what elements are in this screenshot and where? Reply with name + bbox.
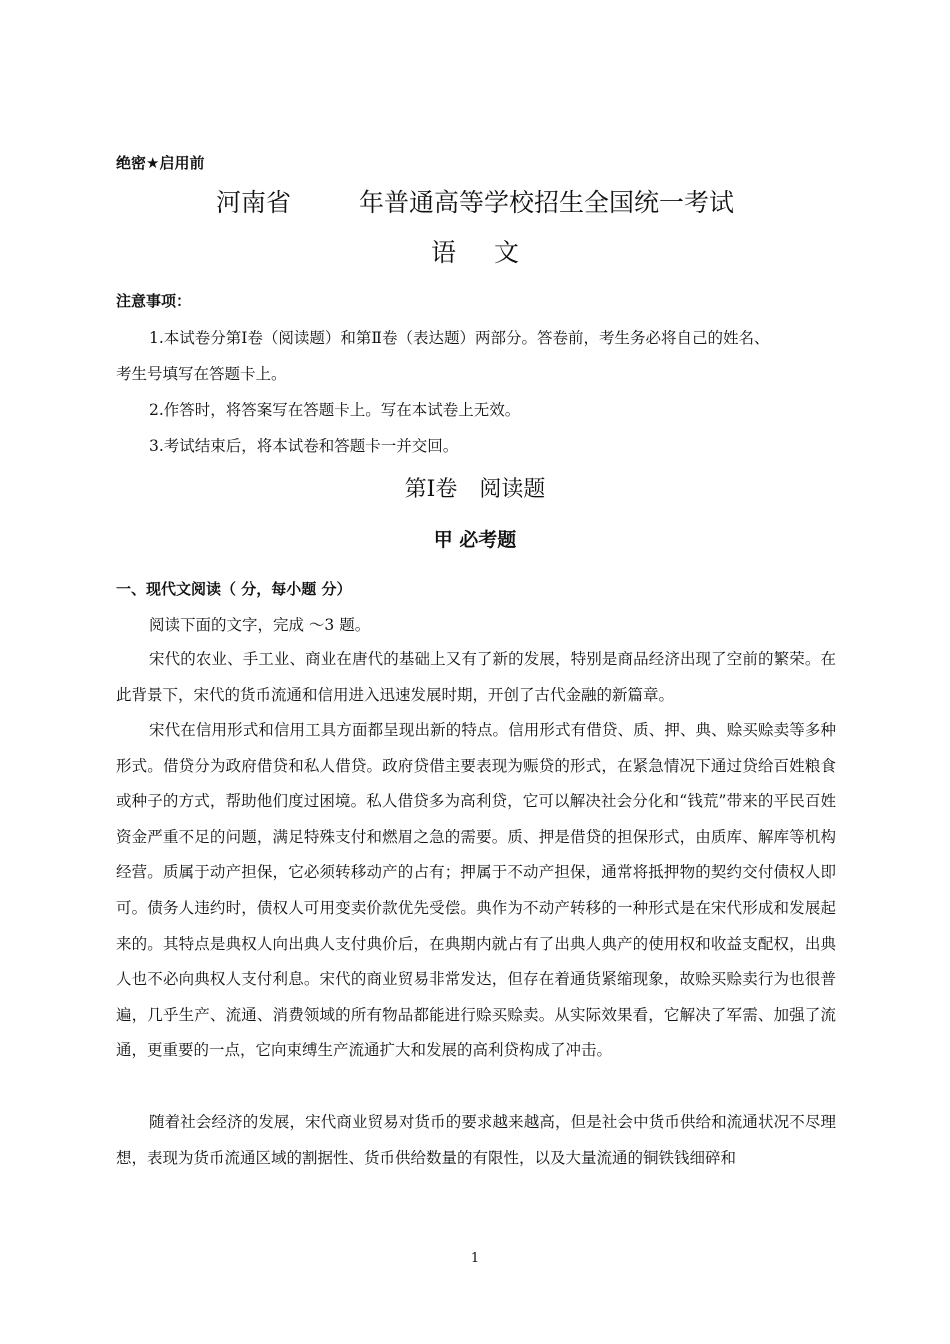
notice-item-1-line-1: 1.本试卷分第Ⅰ卷（阅读题）和第Ⅱ卷（表达题）两部分。答卷前，考生务必将自己的姓名、 <box>149 329 770 347</box>
reading-instruction: 阅读下面的文字，完成 ～3 题。 <box>149 616 371 634</box>
section-title <box>0 472 950 503</box>
subject-char-1: 语 <box>430 238 456 267</box>
page-number: 1 <box>470 1251 480 1266</box>
required-questions-title: 甲 必考题 <box>433 529 517 551</box>
subject-title <box>0 233 950 269</box>
notice-item-3: 3.考试结束后，将本试卷和答题卡一并交回。 <box>149 437 459 455</box>
notice-heading: 注意事项： <box>116 292 192 310</box>
notice-item-2: 2.作答时，将答案写在答题卡上。写在本试卷上无效。 <box>149 401 521 419</box>
exam-title-main: 年普通高等学校招生全国统一考试 <box>359 188 735 217</box>
notice-item-1-line-2: 考生号填写在答题卡上。 <box>116 365 287 383</box>
section-type: 阅读题 <box>479 477 546 502</box>
exam-title <box>0 183 950 219</box>
section-volume: 第Ⅰ卷 <box>404 477 458 502</box>
exam-title-province: 河南省 <box>215 188 291 217</box>
passage-paragraph-3: 随着社会经济的发展，宋代商业贸易对货币的要求越来越高，但是社会中货币供给和流通状况不尽理想，表现为货币流通区域的割据性、货币供给数量的有限性，以及大量流通的铜铁钱细碎和 <box>116 1113 836 1167</box>
confidential-label: 绝密★启用前 <box>116 154 205 172</box>
passage-paragraph-2: 宋代在信用形式和信用工具方面都呈现出新的特点。信用形式有借贷、质、押、典、赊买赊卖等多种形式。借贷分为政府借贷和私人借贷。政府贷借主要表现为赈贷的形式，在紧急情况下通过贷给百姓粮食或种子的方式，帮助他们度过困境。私人借贷多为高利贷，它可以解决社会分化和“钱荒”带来的平民百姓资金严重不足的问题，满足特殊支付和燃眉之急的需要。质、押是借贷的担保形式，由质库、解库等机构经营。质属于动产担保，它必须转移动产的占有；押属于不动产担保，通常将抵押物的契约交付债权人即可。债务人违约时，债权人可用变卖价款优先受偿。典作为不动产转移的一种形式是在宋代形成和发展起来的。其特点是典权人向出典人支付典价后，在典期内就占有了出典人典产的使用权和收益支配权，出典人也不必向典权人支付利息。宋代的商业贸易非常发达，但存在着通货紧缩现象，故赊买赊卖行为也很普遍，几乎生产、流通、消费领域的所有物品都能进行赊买赊卖。从实际效果看，它解决了军需、加强了流通，更重要的一点，它向束缚生产流通扩大和发展的高利贷构成了冲击。 <box>116 721 836 1060</box>
passage-paragraph-1: 宋代的农业、手工业、商业在唐代的基础上又有了新的发展，特别是商品经济出现了空前的繁荣。在此背景下，宋代的货币流通和信用进入迅速发展时期，开创了古代金融的新篇章。 <box>116 650 836 704</box>
subject-char-2: 文 <box>494 238 520 267</box>
part-one-heading: 一、现代文阅读（ 分，每小题 分） <box>116 580 352 598</box>
